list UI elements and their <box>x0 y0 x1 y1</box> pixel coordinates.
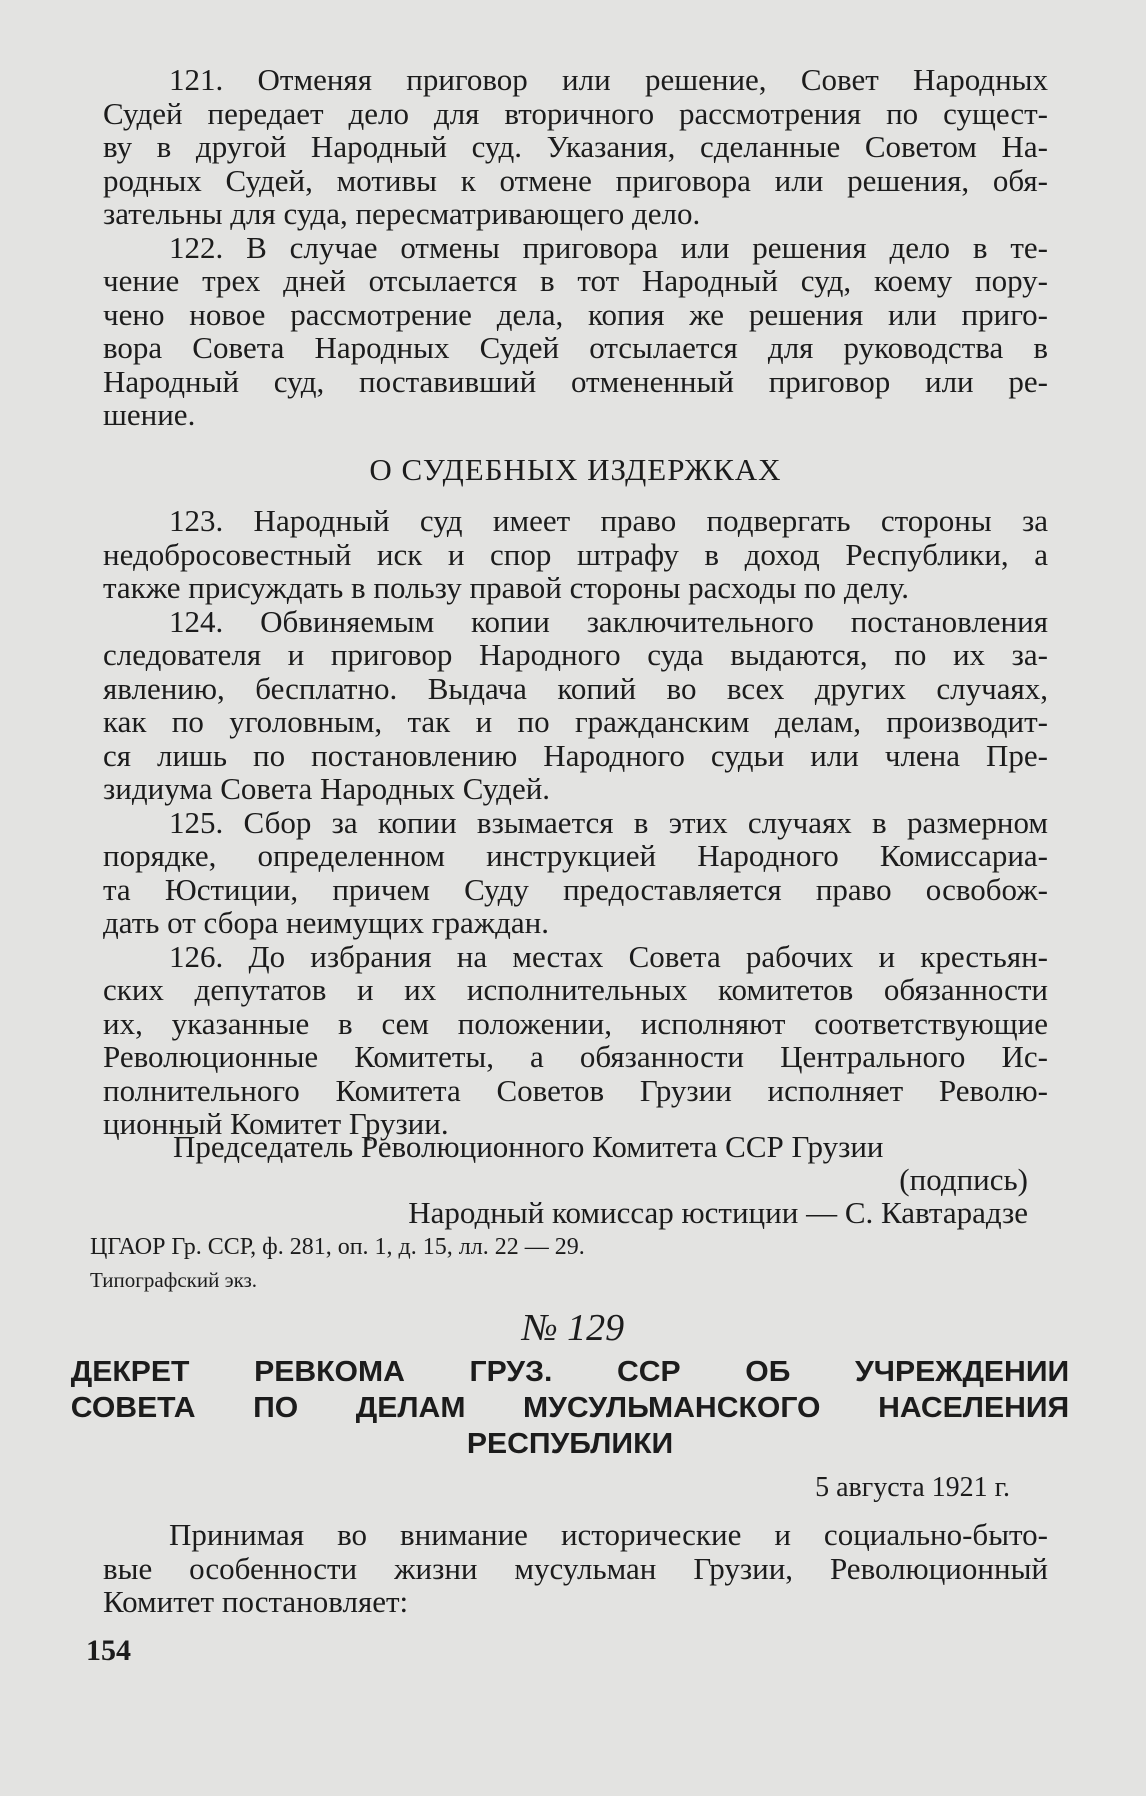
paragraph-line: шение. <box>103 397 196 432</box>
paragraph-line: явлению, бесплатно. Выдача копий во всех других случаях, <box>103 670 1048 706</box>
paragraph-line: вые особенности жизни мусульман Грузии, Революционный <box>103 1550 1048 1586</box>
paragraph-line: Судей передает дело для вторичного рассмотрения по сущест- <box>103 95 1048 131</box>
document-number: № 129 <box>521 1307 625 1349</box>
page-number: 154 <box>86 1634 131 1667</box>
text-block-articles-123-126 <box>103 504 1048 1141</box>
paragraph-line: 122. В случае отмены приговора или решения дело в те- <box>169 229 1048 265</box>
document-title-line: ДЕКРЕТ РЕВКОМА ГРУЗ. ССР ОБ УЧРЕЖДЕНИИ <box>70 1356 1070 1388</box>
document-title-line: РЕСПУБЛИКИ <box>466 1428 674 1460</box>
paragraph-line: дать от сбора неимущих граждан. <box>103 905 550 940</box>
paragraph-line: 121. Отменяя приговор или решение, Совет Народных <box>169 62 1048 97</box>
paragraph-line: Комитет постановляет: <box>103 1584 409 1619</box>
chairman-signature-line: Председатель Революционного Комитета ССР Грузии <box>173 1129 884 1164</box>
paragraph-line: вора Совета Народных Судей отсылается для руководства в <box>103 330 1048 365</box>
paragraph-line: чено новое рассмотрение дела, копия же решения или приго- <box>103 296 1048 332</box>
paragraph-line: ционный Комитет Грузии. <box>103 1106 449 1141</box>
signature-note: (подпись) <box>899 1162 1028 1197</box>
paragraph-line: 124. Обвиняемым копии заключительного постановления <box>169 603 1048 639</box>
paragraph-line: родных Судей, мотивы к отмене приговора или решения, обя- <box>103 162 1048 198</box>
paragraph-line: как по уголовным, так и по гражданским делам, производит- <box>103 704 1048 739</box>
paragraph-line: зидиума Совета Народных Судей. <box>103 771 551 806</box>
section-heading: О СУДЕБНЫХ ИЗДЕРЖКАХ <box>369 452 782 487</box>
paragraph-line: Революционные Комитеты, а обязанности Центрального Ис- <box>103 1039 1048 1074</box>
document-title <box>71 1354 1069 1462</box>
signatures <box>103 1130 1048 1229</box>
paragraph-line: ских депутатов и их исполнительных комитетов обязанности <box>103 972 1048 1007</box>
paragraph-line: порядке, определенном инструкцией Народного Комиссариа- <box>103 838 1048 873</box>
paragraph-line: зательны для суда, пересматривающего дело. <box>103 196 701 231</box>
archive-reference: ЦГАОР Гр. ССР, ф. 281, оп. 1, д. 15, лл. 22 — 29. <box>90 1234 585 1260</box>
paragraph-line: их, указанные в сем положении, исполняют соответствующие <box>103 1005 1048 1041</box>
paragraph-line: ву в другой Народный суд. Указания, сделанные Советом На- <box>103 129 1048 164</box>
document-title-line: СОВЕТА ПО ДЕЛАМ МУСУЛЬМАНСКОГО НАСЕЛЕНИЯ <box>70 1392 1070 1424</box>
paragraph-line: недобросовестный иск и спор штрафу в доход Республики, а <box>103 536 1048 572</box>
document-date: 5 августа 1921 г. <box>815 1472 1010 1503</box>
paragraph-line: следователя и приговор Народного суда выдаются, по их за- <box>103 637 1048 672</box>
paragraph-line: чение трех дней отсылается в тот Народный суд, коему пору- <box>103 263 1048 298</box>
text-block-preamble <box>103 1518 1048 1619</box>
paragraph-line: полнительного Комитета Советов Грузии исполняет Револю- <box>103 1072 1048 1108</box>
text-block-articles-121-122 <box>103 63 1048 432</box>
paragraph-line: Принимая во внимание исторические и социально-быто- <box>169 1517 1048 1552</box>
paragraph-line: 123. Народный суд имеет право подвергать стороны за <box>169 503 1048 538</box>
paragraph-line: ся лишь по постановлению Народного судьи или члена Пре- <box>103 737 1048 773</box>
paragraph-line: Народный суд, поставивший отмененный приговор или ре- <box>103 363 1048 399</box>
commissar-signature-line: Народный комиссар юстиции — С. Кавтарадзе <box>408 1195 1028 1230</box>
copy-type: Типографский экз. <box>90 1268 258 1292</box>
paragraph-line: 126. До избрания на местах Совета рабочих и крестьян- <box>169 938 1048 974</box>
paragraph-line: 125. Сбор за копии взымается в этих случаях в размерном <box>169 804 1048 840</box>
paragraph-line: также присуждать в пользу правой стороны расходы по делу. <box>103 570 910 605</box>
paragraph-line: та Юстиции, причем Суду предоставляется право освобож- <box>103 871 1048 907</box>
